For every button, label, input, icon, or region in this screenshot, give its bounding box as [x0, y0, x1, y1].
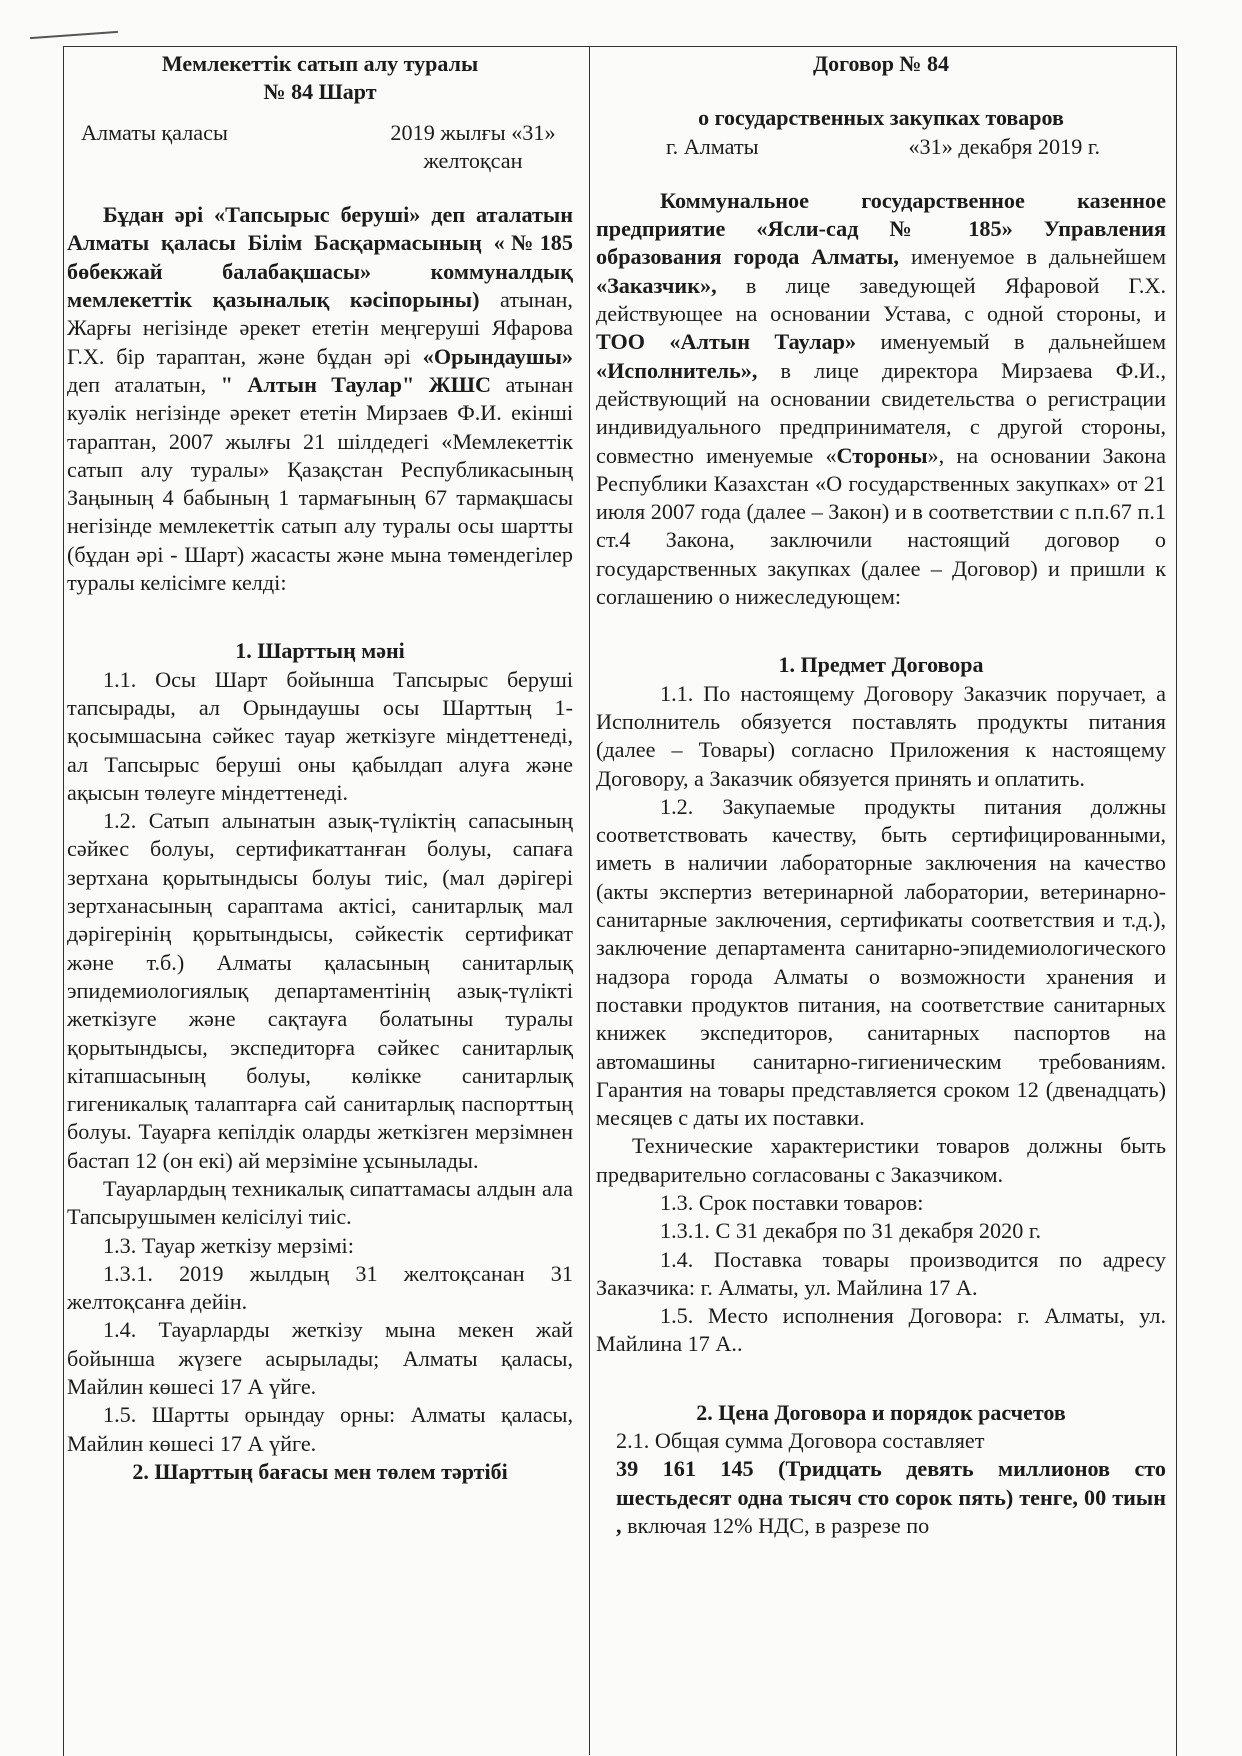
- ru-preamble-contractor-term: «Исполнитель»,: [596, 357, 758, 383]
- kz-preamble-contractor-term: «Орындаушы»: [422, 343, 573, 369]
- ru-clause-1-4: 1.4. Поставка товары производится по адресу Заказчика: г. Алматы, ул. Майлина 17 А.: [596, 1246, 1166, 1300]
- ru-section1-title: 1. Предмет Договора: [778, 652, 984, 678]
- kazakh-column: [67, 50, 573, 1486]
- ru-clause-1-5: 1.5. Место исполнения Договора: г. Алматы, ул. Майлина 17 А..: [596, 1303, 1166, 1357]
- ru-clause-1-3-1: 1.3.1. С 31 декабря по 31 декабря 2020 г.: [660, 1218, 1041, 1244]
- ru-title-line1: Договор № 84: [812, 51, 950, 76]
- ru-date: «31» декабря 2019 г.: [908, 133, 1100, 159]
- ru-preamble-customer: Коммунальное государственное казенное предприятие «Ясли-сад № 185» Управления образования города Алматы,: [596, 187, 1166, 270]
- kz-preamble-customer: Бұдан әрі «Тапсырыс беруші» деп аталатын Алматы қаласы Білім Басқармасының «№185 бөбекжай балабақшасы» коммуналдық мемлекеттік қазыналық кәсіпорыны): [67, 202, 573, 313]
- ru-preamble-parties-term: Стороны: [836, 442, 928, 468]
- kz-clause-1-2-tech: Тауарлардың техникалық сипаттамасы алдын ала Тапсырушымен келісілуі тиіс.: [67, 1175, 573, 1230]
- kz-clause-1-2: 1.2. Сатып алынатын азық-түліктің сапасының сәйкес болуы, сертификаттанған болуы, сапаға зертхана қорытындысы болуы тиіс, (мал дәрігері зертханасының сараптама актісі, санитарлық мал дәрігерінің қорытындысы, сәйкестік сертификат және т.б.) Алматы қаласының санитарлық эпидемиологиялық департаментінің азық-түлікті жеткізуге және сақтауға болатыны туралы қорытындысы, экспедиторға сәйкес санитарлық кітапшасының болуы, көлікке санитарлық гигеникалық талаптарға сай санитарлық паспорттың болуы. Тауарға кепілдік оларды жеткізген мерзімнен бастап 12 (он екі) ай мерзіміне ұсынылады.: [67, 808, 573, 1173]
- ru-clause-1-1: 1.1. По настоящему Договору Заказчик поручает, а Исполнитель обязуется поставлять продукты питания (далее – Товары) согласно Приложения к настоящему Договору, а Заказчик обязуется принять и оплатить.: [596, 680, 1166, 791]
- kz-clause-1-3-1: 1.3.1. 2019 жылдың 31 желтоқсанан 31 желтоқсанға дейін.: [67, 1260, 573, 1315]
- kz-section1-title: 1. Шарттың мәні: [235, 638, 405, 664]
- ru-city: г. Алматы: [666, 133, 759, 159]
- kz-preamble: Бұдан әрі «Тапсырыс беруші» деп аталатын Алматы қаласы Білім Басқармасының «№185 бөбекжай балабақшасы» коммуналдық мемлекеттік қазыналық кәсіпорыны) атынан, Жарғы негізінде әрекет ететін меңгеруші Яфарова Г.Х. бір тараптан, және бұдан әрі «Орындаушы» деп аталатын, " Алтын Таулар" ЖШС атынан куәлік негізінде әрекет ететін Мирзаев Ф.И. екінші тараптан, 2007 жылғы 21 шілдедегі «Мемлекеттік сатып алу туралы» Қазақстан Республикасының Заңының 4 бабының 1 тармағының 67 тармақшасы негізінде мемлекеттік сатып алу туралы осы шартты (бұдан әрі - Шарт) жасасты және мына төмендегілер туралы келісімге келді:: [67, 202, 573, 596]
- ru-clause-1-2: 1.2. Закупаемые продукты питания должны соответствовать качеству, быть сертифицированными, иметь в наличии лабораторные заключения на качество (акты экспертиз ветеринарной лаборатории, ветеринарно-санитарные заключения, сертификаты соответствия и т.д.), заключение департамента санитарно-эпидемиологического надзора города Алматы о возможности хранения и поставки продуктов питания, на соответствие санитарных книжек экспедиторов, санитарных паспортов на автомашины санитарно-гигиеническим требованиям. Гарантия на товары представляется сроком 12 (двенадцать) месяцев с даты их поставки.: [596, 793, 1166, 1131]
- ru-clause-1-3: 1.3. Срок поставки товаров:: [660, 1189, 924, 1215]
- kz-clause-1-4: 1.4. Тауарларды жеткізу мына мекен жай бойынша жүзеге асырылады; Алматы қаласы, Майлин көшесі 17 А үйге.: [67, 1317, 573, 1400]
- pen-stroke-mark: [30, 31, 118, 39]
- ru-preamble-contractor: ТОО «Алтын Таулар»: [596, 329, 857, 355]
- kz-clause-1-3: 1.3. Тауар жеткізу мерзімі:: [103, 1232, 354, 1258]
- ru-section2-title: 2. Цена Договора и порядок расчетов: [696, 1399, 1066, 1425]
- ru-title-line2: о государственных закупках товаров: [698, 105, 1064, 131]
- kz-title-line1: Мемлекеттік сатып алу туралы: [161, 51, 479, 76]
- kz-clause-1-5: 1.5. Шартты орындау орны: Алматы қаласы, Майлин көшесі 17 А үйге.: [67, 1402, 573, 1456]
- kz-preamble-contractor: " Алтын Таулар" ЖШС: [220, 371, 492, 397]
- ru-clause-2-1: 2.1. Общая сумма Договора составляет: [616, 1428, 985, 1454]
- ru-clause-2-1-amount: 39 161 145 (Тридцать девять миллионов сто шестьдесят одна тысяч сто сорок пять) тенге, 00 тиын , включая 12% НДС, в разрезе по: [616, 1456, 1166, 1538]
- kz-clause-1-1: 1.1. Осы Шарт бойынша Тапсырыс беруші тапсырады, ал Орындаушы осы Шарттың 1-қосымшасына сәйкес тауар жеткізуге міндеттенеді, ал Тапсырыс беруші оны қабылдап алуға және ақысын төлеуге міндеттенеді.: [67, 666, 573, 805]
- kz-title-line2: № 84 Шарт: [263, 79, 377, 105]
- ru-preamble-customer-term: «Заказчик»,: [596, 272, 717, 298]
- kz-city: Алматы қаласы: [81, 119, 228, 145]
- kz-place-date: [67, 119, 573, 176]
- russian-column: [596, 50, 1166, 1540]
- column-divider: [589, 46, 590, 1755]
- ru-clause-1-2-tech: Технические характеристики товаров должны быть предварительно согласованы с Заказчиком.: [596, 1133, 1166, 1187]
- kz-date-line1: 2019 жылғы «31»: [390, 119, 556, 145]
- ru-preamble: Коммунальное государственное казенное предприятие «Ясли-сад № 185» Управления образования города Алматы, именуемое в дальнейшем «Заказчик», в лице заведующей Яфаровой Г.Х. действующее на основании Устава, с одной стороны, и ТОО «Алтын Таулар» именуемый в дальнейшем «Исполнитель», в лице директора Мирзаева Ф.И., действующий на основании свидетельства о регистрации индивидуального предпринимателя, с другой стороны, совместно именуемые «Стороны», на основании Закона Республики Казахстан «О государственных закупках» от 21 июля 2007 года (далее – Закон) и в соответствии с п.п.67 п.1 ст.4 Закона, заключили настоящий договор о государственных закупках (далее – Договор) и пришли к соглашению о нижеследующем:: [596, 187, 1166, 610]
- ru-place-date: [596, 133, 1166, 161]
- kz-section2-title: 2. Шарттың бағасы мен төлем тәртібі: [132, 1458, 508, 1484]
- ru-contract-amount: 39 161 145 (Тридцать девять миллионов сто шестьдесят одна тысяч сто сорок пять) тенге, 00 тиын ,: [616, 1456, 1166, 1538]
- kz-date-line2: желтоқсан: [423, 147, 523, 173]
